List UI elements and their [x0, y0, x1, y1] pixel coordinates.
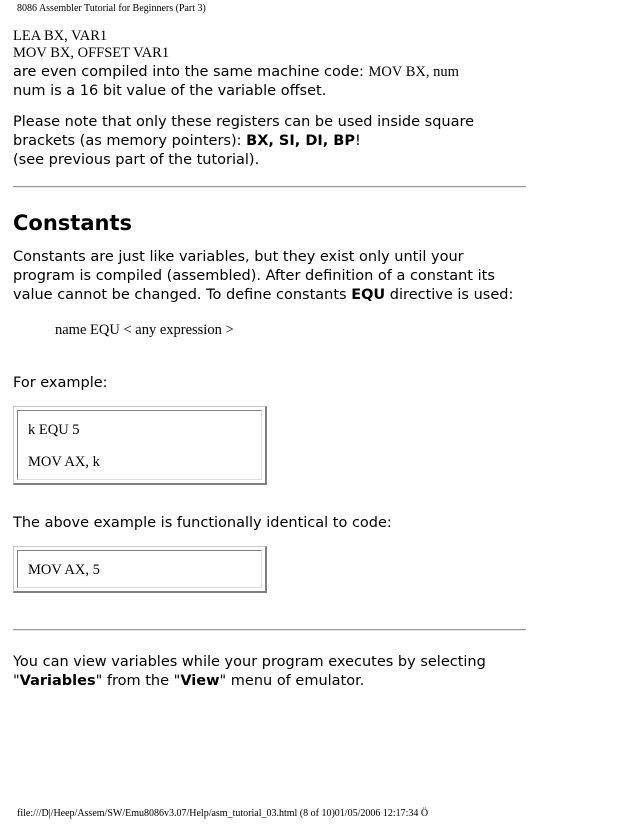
- register-note-text: brackets (as memory pointers):: [13, 133, 247, 149]
- for-example-label: For example:: [13, 375, 108, 391]
- page-footer-url: file:///D|/Heep/Assem/SW/Emu8086v3.07/Help/asm_tutorial_03.html (8 of 10)01/05/2006 12:17:34 Ö: [17, 808, 429, 819]
- constants-line3-end: directive is used:: [385, 287, 514, 303]
- num-offset-paragraph: num is a 16 bit value of the variable offset.: [13, 83, 327, 99]
- register-note-line1: Please note that only these registers can be used inside square: [13, 114, 475, 130]
- register-note-line3: (see previous part of the tutorial).: [13, 152, 260, 168]
- register-list: BX, SI, DI, BP: [246, 133, 355, 149]
- compiled-same-paragraph: [13, 63, 533, 82]
- divider-2: [13, 629, 526, 631]
- variables-menu-item: Variables: [19, 673, 96, 689]
- view-variables-paragraph: [13, 653, 533, 691]
- register-note-paragraph: [13, 113, 533, 170]
- register-note-line2: [13, 132, 533, 151]
- constants-line1: Constants are just like variables, but they exist only until your: [13, 249, 464, 265]
- equivalent-code-label: The above example is functionally identical to code:: [13, 515, 392, 531]
- example1-line2: MOV AX, k: [28, 454, 100, 470]
- constants-line3-text: value cannot be changed. To define constants: [13, 287, 352, 303]
- view-variables-line1: You can view variables while your program executes by selecting: [13, 654, 486, 670]
- example-box-2: [13, 546, 267, 593]
- equ-syntax: name EQU < any expression >: [55, 322, 234, 338]
- from-the-text: " from the ": [95, 673, 181, 689]
- view-menu-name: View: [180, 673, 220, 689]
- page-header-title: 8086 Assembler Tutorial for Beginners (Part 3): [17, 3, 206, 14]
- divider-1: [13, 186, 526, 188]
- code-example-lines: [13, 28, 169, 62]
- equ-keyword: EQU: [351, 287, 386, 303]
- constants-line2: program is compiled (assembled). After definition of a constant its: [13, 268, 495, 284]
- view-variables-line2: [13, 672, 533, 691]
- compiled-same-text: are even compiled into the same machine code:: [13, 64, 369, 80]
- example-box-1: [13, 406, 267, 485]
- example2-line1: MOV AX, 5: [28, 562, 100, 578]
- menu-of-emulator-text: " menu of emulator.: [219, 673, 365, 689]
- compiled-code: MOV BX, num: [368, 64, 459, 80]
- constants-paragraph: [13, 248, 533, 305]
- code-line-mov-offset: MOV BX, OFFSET VAR1: [13, 45, 170, 61]
- constants-line3: [13, 286, 533, 305]
- code-line-lea: LEA BX, VAR1: [13, 28, 108, 44]
- example1-line1: k EQU 5: [28, 422, 80, 438]
- register-note-exclaim: !: [355, 133, 361, 149]
- constants-heading: Constants: [13, 211, 132, 235]
- quote-open: ": [13, 673, 20, 689]
